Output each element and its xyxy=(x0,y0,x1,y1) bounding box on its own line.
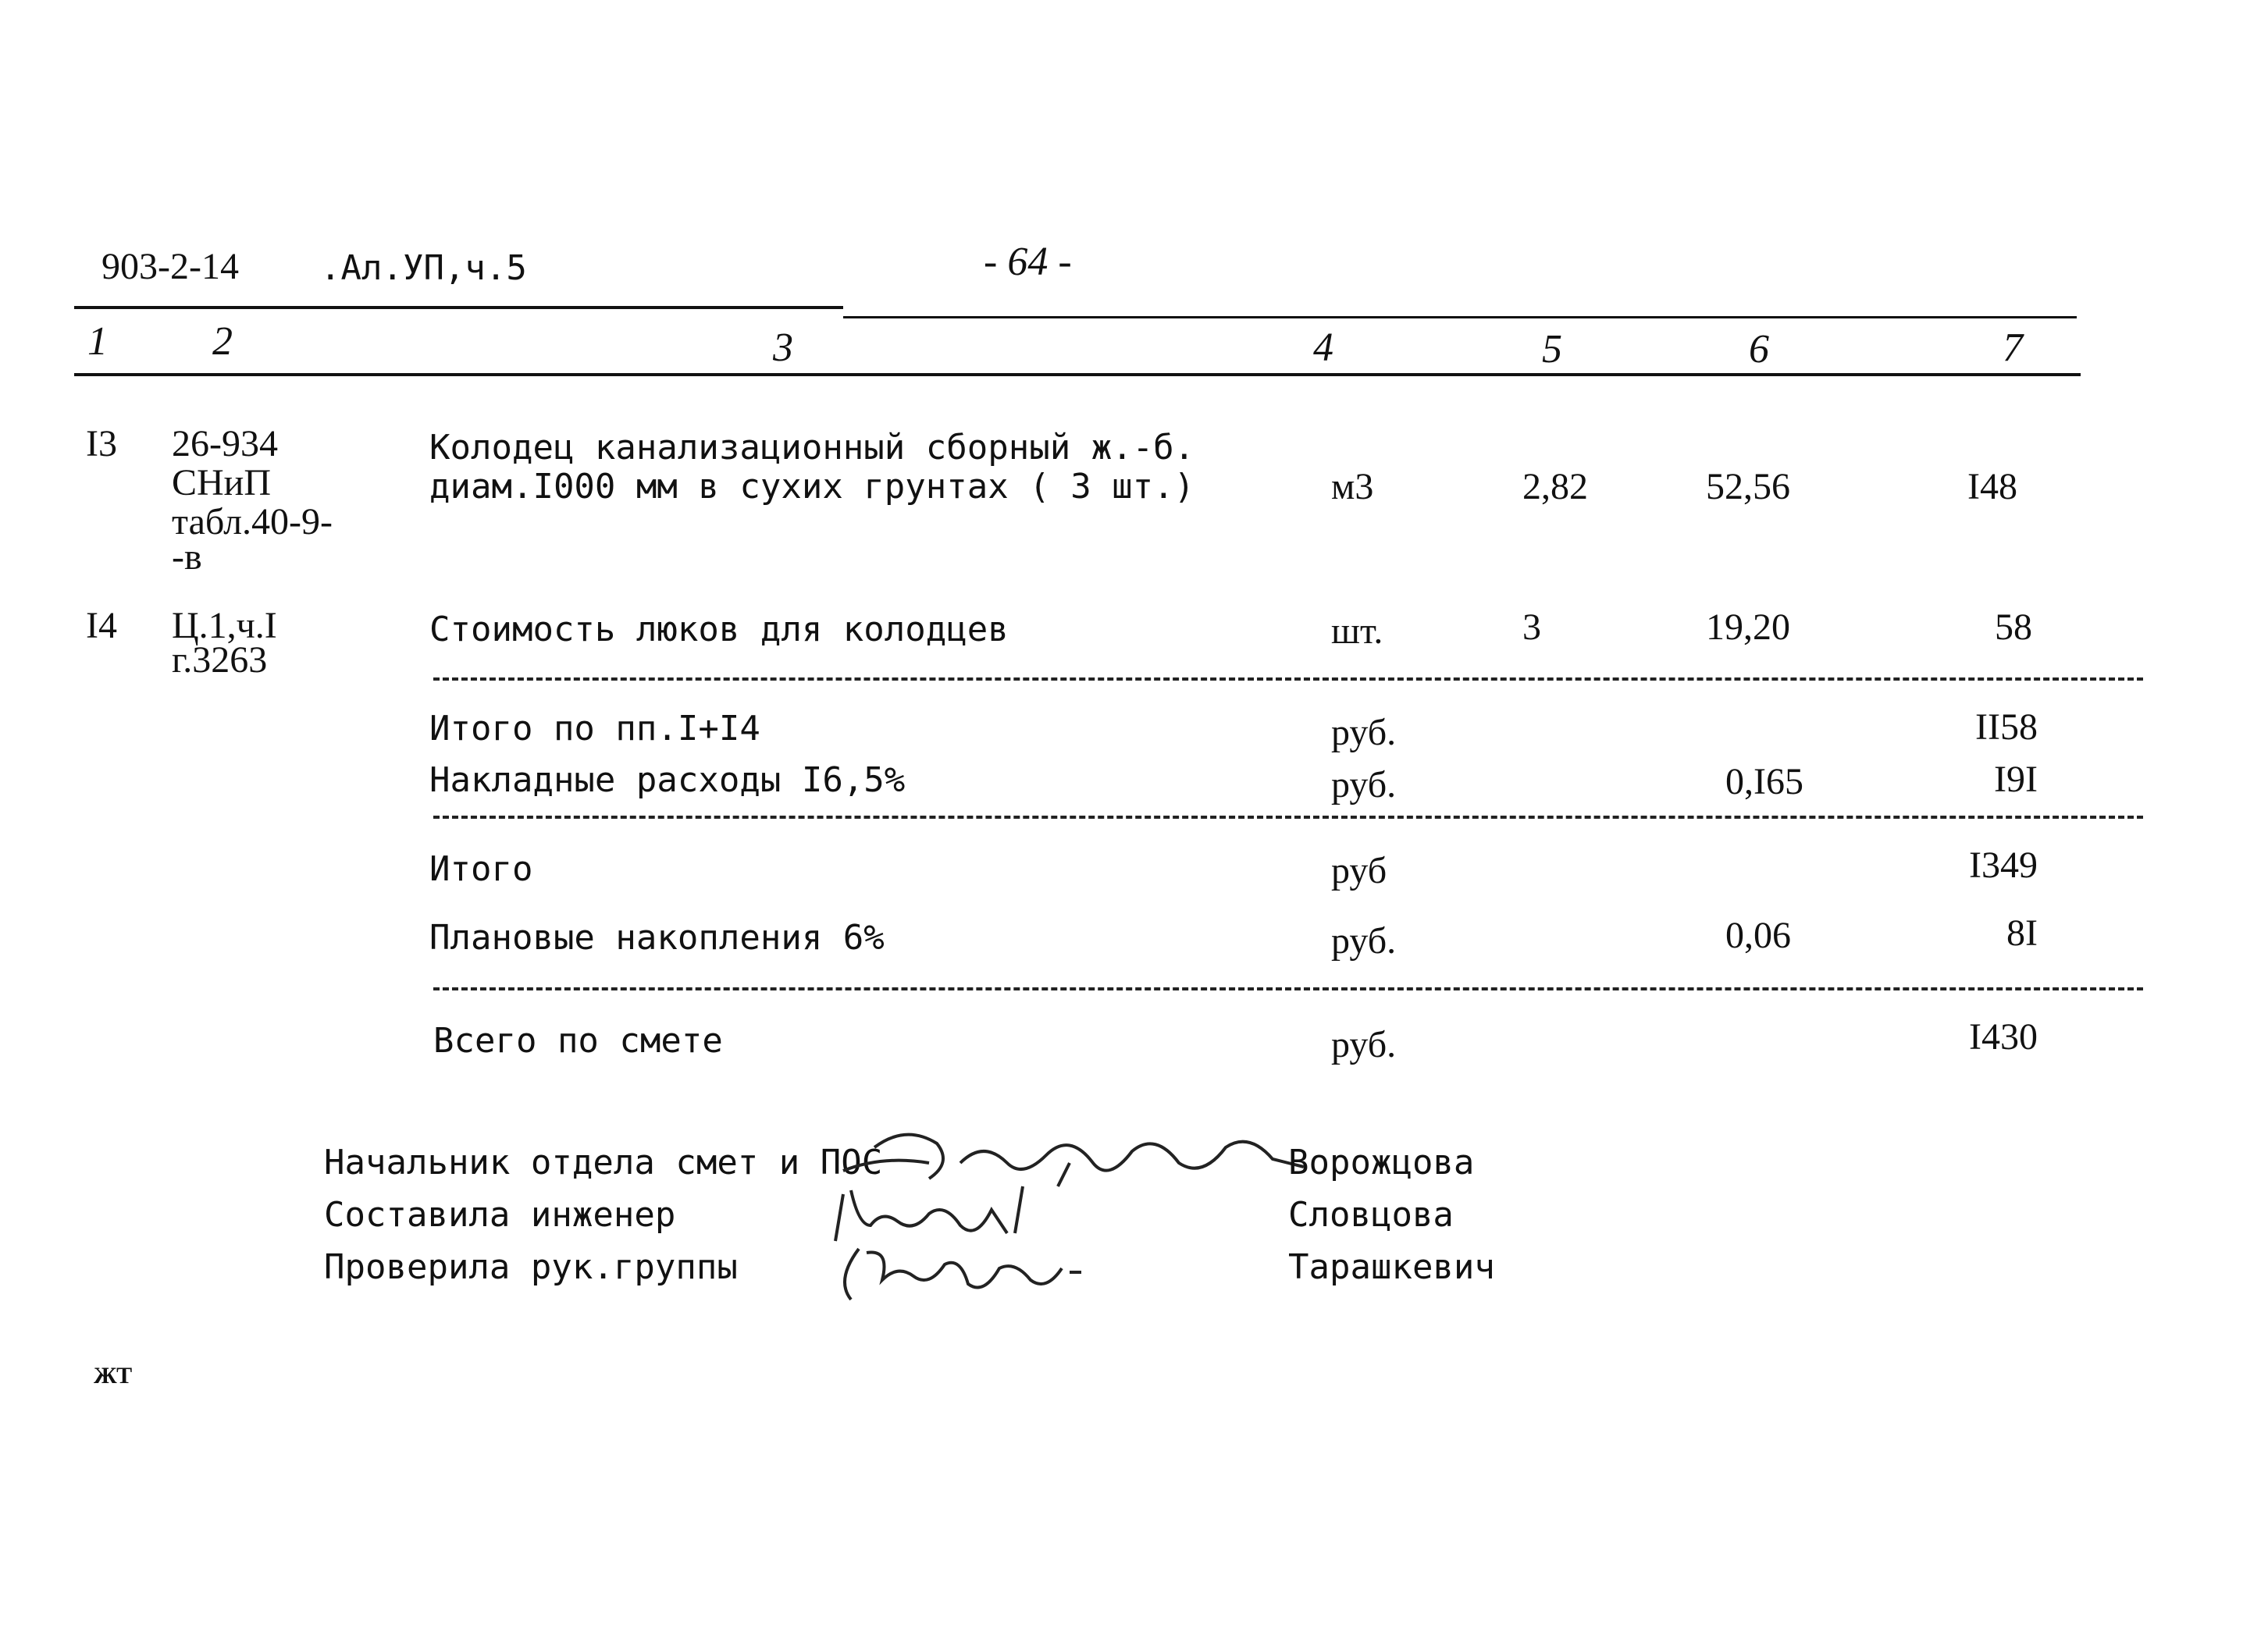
summary-rate: 0,06 xyxy=(1725,915,1791,956)
row-description-line: Колодец канализационный сборный ж.-б. xyxy=(429,428,1195,468)
row-total: I48 xyxy=(1967,466,2017,507)
signatory-name: Ворожцова xyxy=(1288,1143,1475,1182)
summary-total: I9I xyxy=(1994,759,2038,800)
signatory-role: Составила инженер xyxy=(324,1195,676,1235)
summary-label: Накладные расходы I6,5% xyxy=(429,760,906,800)
row-quantity: 2,82 xyxy=(1522,466,1588,507)
column-number-1: 1 xyxy=(87,319,108,364)
row-reference-line: -в xyxy=(172,536,202,578)
row-number: I4 xyxy=(86,605,117,646)
row-quantity: 3 xyxy=(1522,606,1541,648)
summary-label: Итого по пп.I+I4 xyxy=(429,709,760,749)
row-reference-line: г.3263 xyxy=(172,639,268,681)
document-code: 903-2-14 xyxy=(101,246,239,287)
signatory-name: Словцова xyxy=(1288,1195,1454,1235)
column-number-6: 6 xyxy=(1749,327,1769,372)
accumulation-separator-rule xyxy=(433,987,2143,990)
summary-unit: руб. xyxy=(1331,920,1397,962)
row-reference-line: СНиП xyxy=(172,462,272,503)
grand-total-unit: руб. xyxy=(1331,1024,1397,1065)
row-unit: м3 xyxy=(1331,466,1374,507)
summary-unit: руб. xyxy=(1331,712,1397,753)
summary-total: I349 xyxy=(1969,845,2038,886)
row-reference-line: 26-934 xyxy=(172,423,278,464)
signatory-name: Тарашкевич xyxy=(1288,1247,1495,1287)
summary-rate: 0,I65 xyxy=(1725,761,1803,802)
summary-unit: руб xyxy=(1331,850,1387,891)
row-reference-line: табл.40-9- xyxy=(172,501,333,542)
handwritten-signature xyxy=(828,1233,1093,1311)
row-reference-line: Ц.1,ч.I xyxy=(172,605,277,646)
row-number: I3 xyxy=(86,423,117,464)
row-unit: шт. xyxy=(1331,610,1383,652)
album-reference: .Ал.УП,ч.5 xyxy=(320,248,527,288)
row-total: 58 xyxy=(1995,606,2032,648)
items-separator-rule xyxy=(433,677,2143,681)
row-unit-price: 52,56 xyxy=(1706,466,1790,507)
row-description-line: диам.I000 мм в сухих грунтах ( 3 шт.) xyxy=(429,467,1195,507)
row-unit-price: 19,20 xyxy=(1706,606,1790,648)
overhead-separator-rule xyxy=(433,816,2143,819)
summary-label: Итого xyxy=(429,849,533,889)
header-rule-right xyxy=(843,316,2077,318)
page-number: - 64 - xyxy=(984,240,1072,284)
column-number-2: 2 xyxy=(212,319,233,364)
column-header-rule xyxy=(74,373,2081,376)
summary-total: 8I xyxy=(2006,912,2038,954)
column-number-4: 4 xyxy=(1313,325,1333,370)
footer-mark: ЖТ xyxy=(94,1363,133,1389)
header-rule-left xyxy=(74,306,843,309)
column-number-3: 3 xyxy=(773,325,793,370)
column-number-7: 7 xyxy=(2003,325,2023,370)
row-description-line: Стоимость люков для колодцев xyxy=(429,610,1009,649)
grand-total-value: I430 xyxy=(1969,1016,2038,1058)
summary-unit: руб. xyxy=(1331,764,1397,805)
grand-total-label: Всего по смете xyxy=(433,1021,723,1061)
column-number-5: 5 xyxy=(1542,327,1562,372)
signatory-role: Начальник отдела смет и ПОС xyxy=(324,1143,883,1182)
summary-total: II58 xyxy=(1975,706,2038,748)
summary-label: Плановые накопления 6% xyxy=(429,918,885,958)
signatory-role: Проверила рук.группы xyxy=(324,1247,738,1287)
